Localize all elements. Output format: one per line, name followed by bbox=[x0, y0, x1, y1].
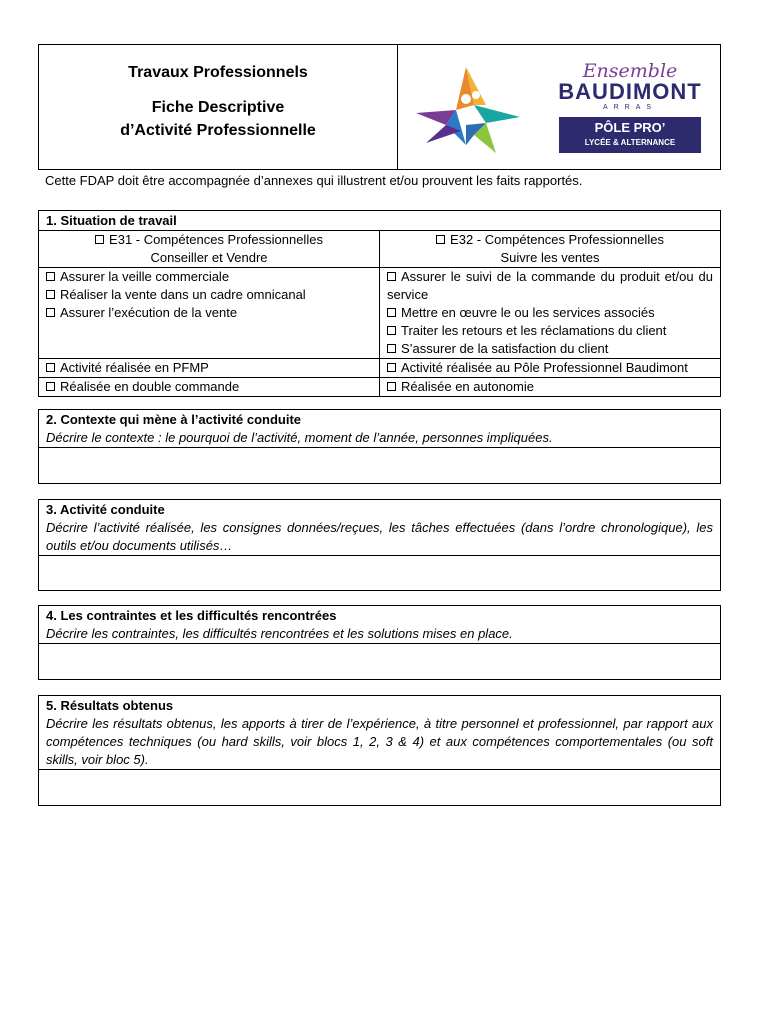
checklist-item-label: Mettre en œuvre le ou les services associés bbox=[401, 305, 655, 320]
checklist-item bbox=[387, 322, 713, 340]
section-2-description: Décrire le contexte : le pourquoi de l’activité, moment de l’année, personnes impliquées. bbox=[46, 430, 553, 445]
pole-pro-label: Activité réalisée au Pôle Professionnel Baudimont bbox=[401, 360, 688, 375]
context-section bbox=[38, 409, 721, 484]
logo-script-text: Ensemble bbox=[582, 60, 678, 82]
checkbox[interactable] bbox=[46, 363, 55, 372]
checklist-item bbox=[46, 268, 372, 286]
header-box bbox=[38, 44, 721, 170]
location-row bbox=[39, 359, 720, 378]
pole-pro-cell bbox=[380, 359, 721, 378]
section-3-title: 3. Activité conduite bbox=[46, 502, 165, 517]
section-1-title: 1. Situation de travail bbox=[46, 213, 177, 228]
star-emblem-logo bbox=[416, 65, 526, 155]
double-commande-cell bbox=[39, 378, 380, 397]
logo-city-text: ARRAS bbox=[602, 104, 658, 111]
checklist-item-label: Traiter les retours et les réclamations du client bbox=[401, 323, 667, 338]
checklist-item bbox=[387, 268, 713, 304]
pfmp-label: Activité réalisée en PFMP bbox=[60, 360, 209, 375]
section-2-header bbox=[39, 410, 720, 447]
logo-badge-line-2: LYCÉE & ALTERNANCE bbox=[584, 138, 676, 147]
section-4-title: 4. Les contraintes et les difficultés rencontrées bbox=[46, 608, 337, 623]
section-4-answer-area[interactable] bbox=[39, 643, 720, 679]
logo-badge bbox=[559, 117, 701, 153]
intro-note: Cette FDAP doit être accompagnée d’annexes qui illustrent et/ou prouvent les faits rapportés. bbox=[45, 173, 583, 188]
checklist-item-label: Réaliser la vente dans un cadre omnicanal bbox=[60, 287, 306, 302]
checklist-item bbox=[387, 304, 713, 322]
e32-items-cell bbox=[380, 268, 721, 359]
mode-row bbox=[39, 378, 720, 397]
section-4-header bbox=[39, 606, 720, 643]
section-5-answer-area[interactable] bbox=[39, 769, 720, 805]
section-5-header bbox=[39, 696, 720, 769]
checkbox[interactable] bbox=[46, 272, 55, 281]
checkbox[interactable] bbox=[46, 290, 55, 299]
section-2-answer-area[interactable] bbox=[39, 447, 720, 483]
header-logos bbox=[398, 45, 720, 169]
subtitle-line-2: d’Activité Professionnelle bbox=[120, 122, 316, 139]
e32-header-cell bbox=[380, 231, 721, 268]
section-2-title: 2. Contexte qui mène à l’activité conduite bbox=[46, 412, 302, 427]
e32-checkbox[interactable] bbox=[436, 235, 445, 244]
checkbox[interactable] bbox=[387, 272, 396, 281]
competence-header-row bbox=[39, 231, 720, 268]
section-4-description: Décrire les contraintes, les difficultés rencontrées et les solutions mises en place. bbox=[46, 626, 513, 641]
checklist-item bbox=[387, 340, 713, 358]
baudimont-logo bbox=[550, 61, 710, 153]
situation-table bbox=[39, 231, 720, 396]
pfmp-cell bbox=[39, 359, 380, 378]
checklist-item-label: S’assurer de la satisfaction du client bbox=[401, 341, 609, 356]
checklist-item-label: Assurer l’exécution de la vente bbox=[60, 305, 238, 320]
section-1-header bbox=[39, 211, 720, 231]
checklist-item-label: Assurer le suivi de la commande du produit et/ou du service bbox=[387, 269, 713, 302]
e32-sublabel: Suivre les ventes bbox=[500, 250, 600, 265]
checklist-item bbox=[46, 286, 372, 304]
e31-items-cell bbox=[39, 268, 380, 359]
checkbox[interactable] bbox=[387, 326, 396, 335]
logo-name-text: BAUDIMONT bbox=[558, 79, 702, 104]
section-5-title: 5. Résultats obtenus bbox=[46, 698, 174, 713]
autonomie-cell bbox=[380, 378, 721, 397]
competence-items-row bbox=[39, 268, 720, 359]
double-commande-label: Réalisée en double commande bbox=[60, 379, 240, 394]
checklist-item-label: Assurer la veille commerciale bbox=[60, 269, 230, 284]
subtitle-line-1: Fiche Descriptive bbox=[151, 99, 285, 116]
checkbox[interactable] bbox=[387, 363, 396, 372]
checklist-item bbox=[46, 304, 372, 322]
situation-section bbox=[38, 210, 721, 397]
checkbox[interactable] bbox=[46, 382, 55, 391]
e31-label: E31 - Compétences Professionnelles bbox=[109, 232, 323, 247]
section-3-header bbox=[39, 500, 720, 555]
results-section bbox=[38, 695, 721, 806]
document-subtitle bbox=[120, 96, 316, 142]
logo-badge-line-1: PÔLE PRO’ bbox=[594, 120, 666, 135]
activity-section bbox=[38, 499, 721, 591]
checkbox[interactable] bbox=[46, 308, 55, 317]
section-3-answer-area[interactable] bbox=[39, 555, 720, 590]
constraints-section bbox=[38, 605, 721, 680]
section-3-description: Décrire l’activité réalisée, les consignes données/reçues, les tâches effectuées (dans l’ordre chronologique), les outils et/ou documents utilisés… bbox=[46, 520, 713, 553]
autonomie-label: Réalisée en autonomie bbox=[401, 379, 534, 394]
e31-header-cell bbox=[39, 231, 380, 268]
checkbox[interactable] bbox=[387, 382, 396, 391]
e32-label: E32 - Compétences Professionnelles bbox=[450, 232, 664, 247]
checkbox[interactable] bbox=[387, 308, 396, 317]
section-5-description: Décrire les résultats obtenus, les apports à tirer de l’expérience, à titre personnel et professionnel, par rapport aux compétences techniques (ou hard skills, voir blocs 1, 2, 3 & 4) et aux compétences comportementales (ou soft skills, voir bloc 5). bbox=[46, 716, 713, 767]
header-title-block bbox=[39, 45, 398, 169]
checkbox[interactable] bbox=[387, 344, 396, 353]
document-title: Travaux Professionnels bbox=[128, 64, 308, 81]
e31-checkbox[interactable] bbox=[95, 235, 104, 244]
e31-sublabel: Conseiller et Vendre bbox=[150, 250, 268, 265]
